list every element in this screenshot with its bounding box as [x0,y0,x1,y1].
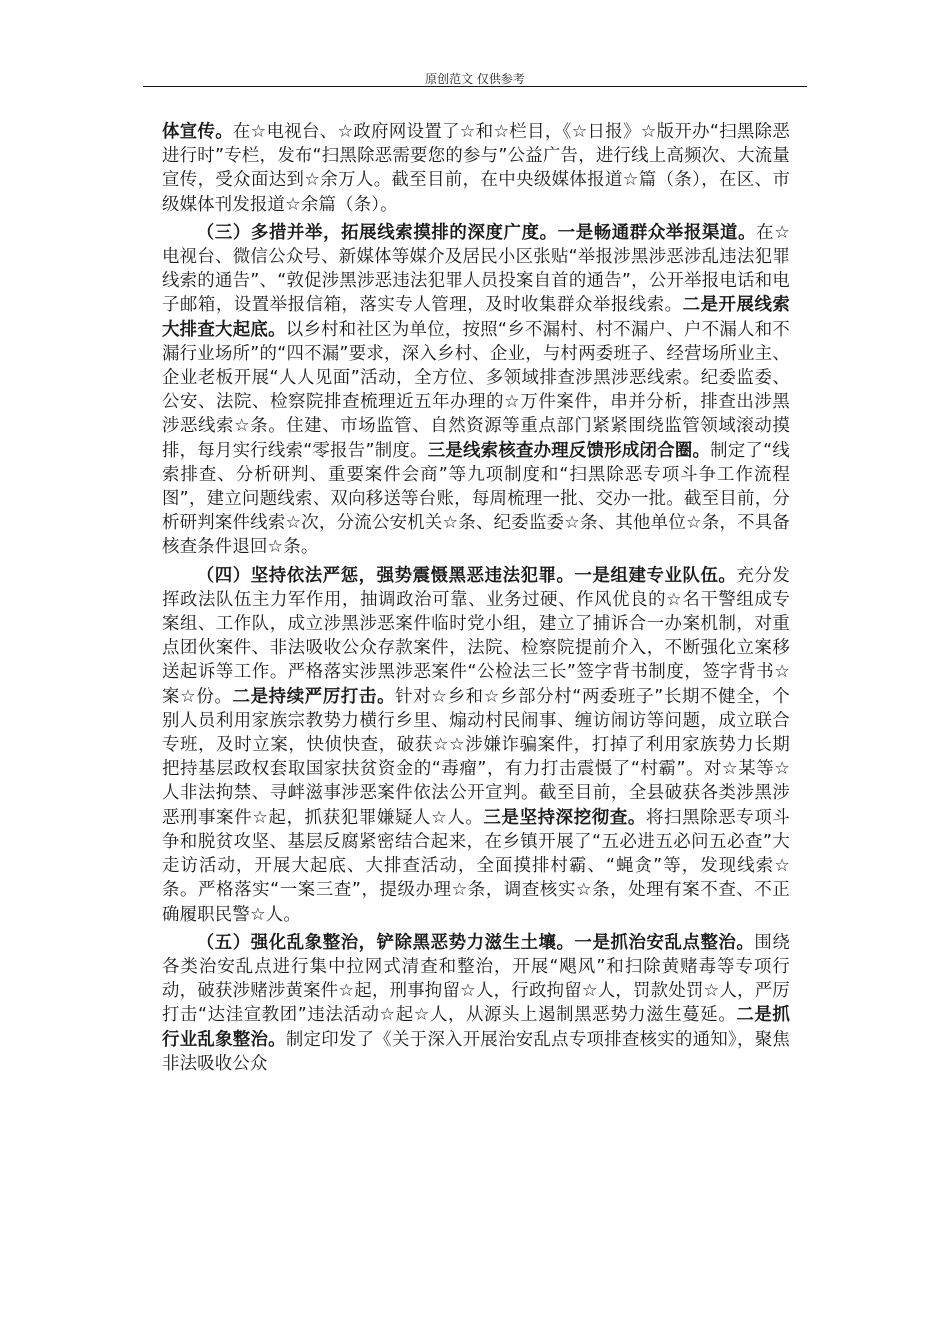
paragraph-run: 围绕各类治安乱点进行集中拉网式清查和整治，开展“飓风”和扫除黄赌毒等专项行动，破获涉赌涉黄案件☆起，刑事拘留☆人，行政拘留☆人，罚款处罚☆人，严厉打击“达洼宣教团”违法活动☆起☆人，从源头上遏制黑恶势力滋生蔓延。 [162,932,790,1026]
document-body [162,120,790,1080]
paragraph-run: 二是抓行业乱象整治。 [162,1005,790,1050]
header-divider [143,86,807,87]
paragraph-run: （三）多措并举，拓展线索摸排的深度广度。一是畅通群众举报渠道。 [196,222,757,243]
paragraph-run: 在☆电视台、☆政府网设置了☆和☆栏目，《☆日报》☆版开办“扫黑除恶进行时”专栏，发布“扫黑除恶需要您的参与”公益广告，进行线上高频次、大流量宣传，受众面达到☆余万人。截至目前，在中央级媒体报道☆篇（条），在区、市级媒体刊发报道☆余篇（条）。 [162,122,790,215]
paragraph-run: 以乡村和社区为单位，按照“乡不漏村、村不漏户、户不漏人和不漏行业场所”的“四不漏”要求，深入乡村、企业，与村两委班子、经营场所业主、企业老板开展“人人见面”活动，全方位、多领域排查涉黑涉恶线索。纪委监委、公安、法院、检察院排查梳理近五年办理的☆万件案件，串并分析，排查出涉黑涉恶线索☆条。住建、市场监管、自然资源等重点部门紧紧围绕监管领域滚动摸排，每月实行线索“零报告”制度。 [162,319,791,461]
paragraph-run: （五）强化乱象整治，铲除黑恶势力滋生土壤。一是抓治安乱点整治。 [196,932,755,953]
paragraph-publicity [162,120,790,217]
paragraph-run: 制定了“线索排查、分析研判、重要案件会商”等九项制度和“扫黑除恶专项斗争工作流程图”，建立问题线索、双向移送等台账，每周梳理一批、交办一批。截至目前，分析研判案件线索☆次，分流公安机关☆条、纪委监委☆条、其他单位☆条，不具备核查条件退回☆条。 [162,440,790,558]
paragraph-run: 将扫黑除恶专项斗争和脱贫攻坚、基层反腐紧密结合起来，在乡镇开展了“五必进五必问五必查”大走访活动，开展大起底、大排查活动，全面摸排村霸、“蝇贪”等，发现线索☆条。严格落实“一案三查”，提级办理☆条，调查核实☆条，处理有案不查、不正确履职民警☆人。 [162,807,790,925]
paragraph-section-5 [162,931,790,1076]
paragraph-run: 在☆电视台、微信公众号、新媒体等媒介及居民小区张贴“举报涉黑涉恶涉乱违法犯罪线索的通告”、“敦促涉黑涉恶违法犯罪人员投案自首的通告”，公开举报电话和电子邮箱，设置举报信箱，落实专人管理，及时收集群众举报线索。 [162,222,790,316]
paragraph-section-4 [162,564,790,927]
paragraph-run: 二是持续严厉打击。 [232,686,396,707]
paragraph-run: 针对☆乡和☆乡部分村“两委班子”长期不健全，个别人员利用家族宗教势力横行乡里、煽动村民闹事、缠访闹访等问题，成立联合专班，及时立案，快侦快查，破获☆☆涉嫌诈骗案件，打掉了利用家族势力长期把持基层政权套取国家扶贫资金的“毒瘤”，有力打击震慑了“村霸”。对☆某等☆人非法拘禁、寻衅滋事涉恶案件依法公开宣判。截至目前，全县破获各类涉黑涉恶刑事案件☆起，抓获犯罪嫌疑人☆人。 [162,686,790,828]
paragraph-run: 制定印发了《关于深入开展治安乱点专项排查核实的通知》，聚焦非法吸收公众 [162,1029,790,1074]
paragraph-run: 体宣传。 [162,122,233,142]
paragraph-run: 三是线索核查办理反馈形成闭合圈。 [427,440,711,461]
paragraph-run: （四）坚持依法严惩，强势震慑黑恶违法犯罪。一是组建专业队伍。 [196,565,737,586]
paragraph-run: 充分发挥政法队伍主力军作用，抽调政治可靠、业务过硬、作风优良的☆名干警组成专案组、工作队，成立涉黑涉恶案件临时党小组，建立了捕诉合一办案机制，对重点团伙案件、非法吸收公众存款案件，法院、检察院提前介入，不断强化立案移送起诉等工作。严格落实涉黑涉恶案件“公检法三长”签字背书制度，签字背书☆案☆份。 [162,565,790,707]
paragraph-run: 二是开展线索大排查大起底。 [162,295,790,340]
paragraph-section-3 [162,221,790,560]
page-header: 原创范文 仅供参考 [425,72,525,86]
paragraph-run: 三是坚持深挖彻查。 [483,807,646,828]
